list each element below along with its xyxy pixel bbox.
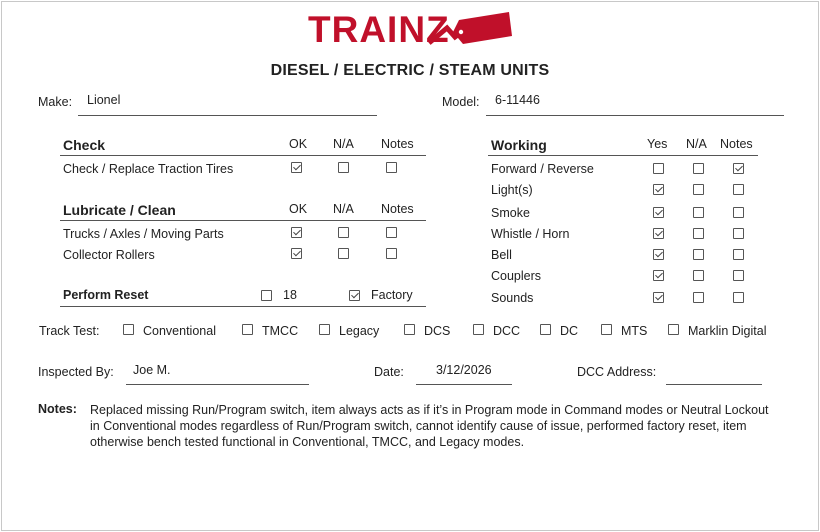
track-test-option-label: Marklin Digital bbox=[688, 324, 767, 338]
working-row-notes-checkbox[interactable] bbox=[733, 207, 744, 218]
lubricate-divider bbox=[60, 220, 426, 221]
lubricate-row-ok-checkbox[interactable] bbox=[291, 227, 302, 238]
ticket-tag-icon bbox=[425, 10, 515, 50]
lubricate-col-na: N/A bbox=[333, 202, 354, 216]
working-row-na-checkbox[interactable] bbox=[693, 270, 704, 281]
model-value[interactable]: 6-11446 bbox=[495, 93, 540, 107]
working-row-yes-checkbox[interactable] bbox=[653, 207, 664, 218]
model-field-line bbox=[486, 115, 784, 116]
track-test-option-label: MTS bbox=[621, 324, 648, 338]
working-row-yes-checkbox[interactable] bbox=[653, 292, 664, 303]
lubricate-row-na-checkbox[interactable] bbox=[338, 227, 349, 238]
working-row-notes-checkbox[interactable] bbox=[733, 249, 744, 260]
working-row-na-checkbox[interactable] bbox=[693, 292, 704, 303]
check-col-ok: OK bbox=[289, 137, 308, 151]
track-test-option-checkbox[interactable] bbox=[668, 324, 679, 335]
inspected-by-label: Inspected By: bbox=[38, 365, 114, 379]
lubricate-row-ok-checkbox[interactable] bbox=[291, 248, 302, 259]
track-test-option-checkbox[interactable] bbox=[319, 324, 330, 335]
working-row-label: Forward / Reverse bbox=[491, 162, 594, 176]
dcc-address-line bbox=[666, 384, 762, 385]
track-test-option-checkbox[interactable] bbox=[404, 324, 415, 335]
track-test-option-label: DC bbox=[560, 324, 579, 338]
working-row-na-checkbox[interactable] bbox=[693, 184, 704, 195]
track-test-option-checkbox[interactable] bbox=[540, 324, 551, 335]
track-test-option-label: Legacy bbox=[339, 324, 380, 338]
lubricate-col-ok: OK bbox=[289, 202, 308, 216]
working-row-yes-checkbox[interactable] bbox=[653, 163, 664, 174]
working-row-na-checkbox[interactable] bbox=[693, 228, 704, 239]
track-test-option-checkbox[interactable] bbox=[473, 324, 484, 335]
working-row-label: Smoke bbox=[491, 206, 530, 220]
form-border bbox=[1, 1, 819, 531]
track-test-option-label: DCS bbox=[424, 324, 451, 338]
make-field-line bbox=[78, 115, 377, 116]
check-row-label: Check / Replace Traction Tires bbox=[63, 162, 234, 176]
working-row-yes-checkbox[interactable] bbox=[653, 270, 664, 281]
reset-factory-checkbox[interactable] bbox=[349, 290, 360, 301]
working-row-na-checkbox[interactable] bbox=[693, 249, 704, 260]
form-title: DIESEL / ELECTRIC / STEAM UNITS bbox=[270, 62, 550, 79]
notes-label: Notes: bbox=[38, 402, 77, 416]
working-col-notes: Notes bbox=[720, 137, 753, 151]
working-row-label: Sounds bbox=[491, 291, 534, 305]
check-row-na-checkbox[interactable] bbox=[338, 162, 349, 173]
working-col-na: N/A bbox=[686, 137, 707, 151]
lubricate-row-na-checkbox[interactable] bbox=[338, 248, 349, 259]
track-test-option-label: TMCC bbox=[262, 324, 299, 338]
date-value[interactable]: 3/12/2026 bbox=[436, 363, 492, 377]
working-row-na-checkbox[interactable] bbox=[693, 163, 704, 174]
working-row-notes-checkbox[interactable] bbox=[733, 228, 744, 239]
reset-18-label: 18 bbox=[283, 288, 297, 302]
lubricate-row-notes-checkbox[interactable] bbox=[386, 248, 397, 259]
lubricate-col-notes: Notes bbox=[381, 202, 414, 216]
working-row-yes-checkbox[interactable] bbox=[653, 228, 664, 239]
brand-logo: TRAINZ bbox=[308, 9, 450, 50]
track-test-option-checkbox[interactable] bbox=[242, 324, 253, 335]
working-row-yes-checkbox[interactable] bbox=[653, 249, 664, 260]
working-divider bbox=[488, 155, 758, 156]
notes-text[interactable]: Replaced missing Run/Program switch, item always acts as if it’s in Program mode in Command modes or Neutral Lockout in Conventional modes regardless of Run/Program switch, cannot identify cause of issue, performed factory reset, item otherwise bench tested functional in Conventional, TMCC, and Legacy modes. bbox=[90, 403, 769, 449]
make-label: Make: bbox=[38, 95, 73, 109]
check-col-na: N/A bbox=[333, 137, 354, 151]
working-row-na-checkbox[interactable] bbox=[693, 207, 704, 218]
working-row-notes-checkbox[interactable] bbox=[733, 292, 744, 303]
lubricate-row-notes-checkbox[interactable] bbox=[386, 227, 397, 238]
working-row-yes-checkbox[interactable] bbox=[653, 184, 664, 195]
reset-18-checkbox[interactable] bbox=[261, 290, 272, 301]
working-heading: Working bbox=[491, 137, 547, 153]
check-divider bbox=[60, 155, 426, 156]
reset-factory-label: Factory bbox=[371, 288, 413, 302]
working-row-notes-checkbox[interactable] bbox=[733, 163, 744, 174]
reset-divider bbox=[60, 306, 426, 307]
check-row-notes-checkbox[interactable] bbox=[386, 162, 397, 173]
dcc-address-label: DCC Address: bbox=[577, 365, 657, 379]
track-test-option-checkbox[interactable] bbox=[123, 324, 134, 335]
inspected-by-value[interactable]: Joe M. bbox=[133, 363, 171, 377]
lubricate-row-label: Collector Rollers bbox=[63, 248, 155, 262]
check-col-notes: Notes bbox=[381, 137, 414, 151]
perform-reset-label: Perform Reset bbox=[63, 288, 149, 302]
working-row-label: Whistle / Horn bbox=[491, 227, 570, 241]
working-row-notes-checkbox[interactable] bbox=[733, 270, 744, 281]
working-row-label: Light(s) bbox=[491, 183, 533, 197]
check-heading: Check bbox=[63, 137, 106, 153]
working-col-yes: Yes bbox=[647, 137, 668, 151]
lubricate-heading: Lubricate / Clean bbox=[63, 202, 176, 218]
date-line bbox=[416, 384, 512, 385]
lubricate-row-label: Trucks / Axles / Moving Parts bbox=[63, 227, 224, 241]
working-row-label: Couplers bbox=[491, 269, 542, 283]
date-label: Date: bbox=[374, 365, 404, 379]
inspected-by-line bbox=[126, 384, 309, 385]
make-value[interactable]: Lionel bbox=[87, 93, 121, 107]
track-test-label: Track Test: bbox=[39, 324, 100, 338]
track-test-option-label: Conventional bbox=[143, 324, 216, 338]
model-label: Model: bbox=[442, 95, 480, 109]
working-row-label: Bell bbox=[491, 248, 512, 262]
working-row-notes-checkbox[interactable] bbox=[733, 184, 744, 195]
check-row-ok-checkbox[interactable] bbox=[291, 162, 302, 173]
track-test-option-label: DCC bbox=[493, 324, 521, 338]
track-test-option-checkbox[interactable] bbox=[601, 324, 612, 335]
